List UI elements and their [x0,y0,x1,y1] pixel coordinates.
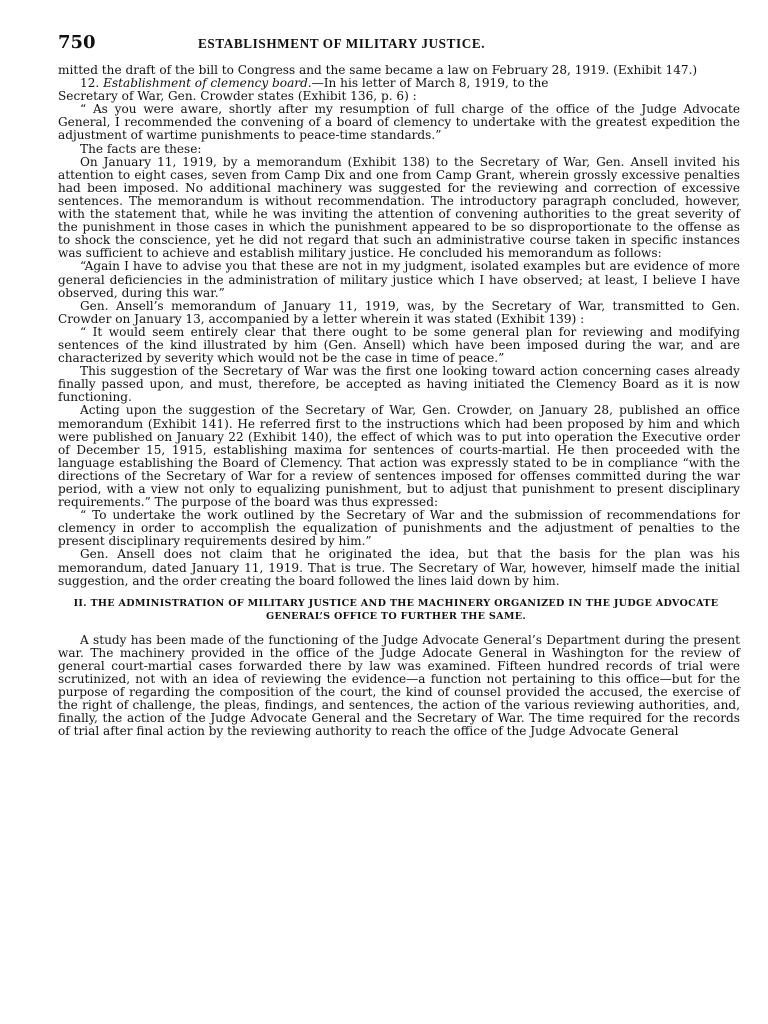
quotation: “ To undertake the work outlined by the Secretary of War and the submission of recommendations for clemency in order to accomplish the equalization of punishments and the adjustment of penalties to the present disciplinary requirements desired by him.” [58,508,740,549]
paragraph-text: —In his letter of March 8, 1919, to the [311,76,549,91]
paragraph: The facts are these: [80,141,202,156]
paragraph: Gen. Ansell’s memorandum of January 11, 1919, was, by the Secretary of War, transmitted to Gen. Crowder on January 13, accompanied by a letter wherein it was stated (Exhibit 139) : [58,298,740,326]
paragraph: This suggestion of the Secretary of War was the first one looking toward action concerning cases already finally passed upon, and must, therefore, be accepted as having initiated the Clemency Board as it is now functioning. [58,364,740,405]
quotation: “ It would seem entirely clear that there ought to be some general plan for reviewing and modifying sentences of the kind illustrated by him (Gen. Ansell) which have been imposed during the war, and are characterized by severity which would not be the case in time of peace.” [58,324,740,366]
paragraph-heading: Establishment of clemency board. [103,76,312,91]
paragraph: On January 11, 1919, by a memorandum (Exhibit 138) to the Secretary of War, Gen. Ansell invited his attention to eight cases, seven from Camp Dix and one from Camp Grant, wherein grossly excessive penalties had been imposed. No additional machinery was suggested for the reviewing and correction of excessive sentences. The memorandum is without recommendation. The introductory paragraph concluded, however, with the statement that, while he was inviting the attention of convening authorities to the great severity of the punishment in those cases in which the punishment appeared to be so disproportionate to the offense as to shock the conscience, yet he did not regard that such an administrative course taken in specific instances was sufficient to achieve and establish military justice. He concluded his memorandum as follows: [58,154,740,261]
body-text [58,64,740,739]
paragraph-number: 12. [80,76,100,91]
paragraph: mitted the draft of the bill to Congress and the same became a law on February 28, 1919. (Exhibit 147.) [58,63,698,77]
paragraph: Secretary of War, Gen. Crowder states (Exhibit 136, p. 6) : [58,89,417,104]
quotation: “ As you were aware, shortly after my resumption of full charge of the office of the Judge Advocate General, I recommended the convening of a board of clemency to undertake with the greatest expedition the adjustment of wartime punishments to peace-time standards.” [58,102,740,143]
paragraph: A study has been made of the functioning of the Judge Advocate General’s Department during the present war. The machinery provided in the office of the Judge Adocate General in Washington for the review of general court-martial cases forwarded there by law was examined. Fifteen hundred records of trial were scrutinized, not with an idea of reviewing the evidence—a function not pertaining to this office—but for the purpose of regarding the composition of the court, the kind of counsel provided the accused, the exercise of the right of challenge, the pleas, findings, and sentences, the action of the various reviewing authorities, and, finally, the action of the Judge Advocate General and the Secretary of War. The time required for the records of trial after final action by the reviewing authority to reach the office of the Judge Advocate General [58,632,740,739]
paragraph: Acting upon the suggestion of the Secretary of War, Gen. Crowder, on January 28, published an office memorandum (Exhibit 141). He referred first to the instructions which had been proposed by him and which were published on January 22 (Exhibit 140), the effect of which was to put into operation the Executive order of December 15, 1915, establishing maxima for sentences of courts-martial. He then proceeded with the language establishing the Board of Clemency. That action was expressly stated to be in compliance “with the directions of the Secretary of War for a review of sentences imposed for offenses committed during the war period, with a view not only to equalizing punishment, but to adjust that punishment to present disciplinary requirements.” The purpose of the board was thus expressed: [58,403,740,510]
running-title: ESTABLISHMENT OF MILITARY JUSTICE. [198,36,486,51]
page-number: 750 [58,32,96,53]
paragraph: Gen. Ansell does not claim that he originated the idea, but that the basis for the plan was his memorandum, dated January 11, 1919. That is true. The Secretary of War, however, himself made the initial suggestion, and the order creating the board followed the lines laid down by him. [58,547,740,588]
page-header [58,32,740,64]
quotation: “Again I have to advise you that these are not in my judgment, isolated examples but are evidence of more general deficiencies in the administration of military justice which I have observed; at least, I believe I have observed, during this war.” [58,259,740,300]
section-heading: II. THE ADMINISTRATION OF MILITARY JUSTICE AND THE MACHINERY ORGANIZED IN THE JUDGE ADVOCATE GENERAL’S OFFICE TO FURTHER THE SAME. [73,597,719,622]
